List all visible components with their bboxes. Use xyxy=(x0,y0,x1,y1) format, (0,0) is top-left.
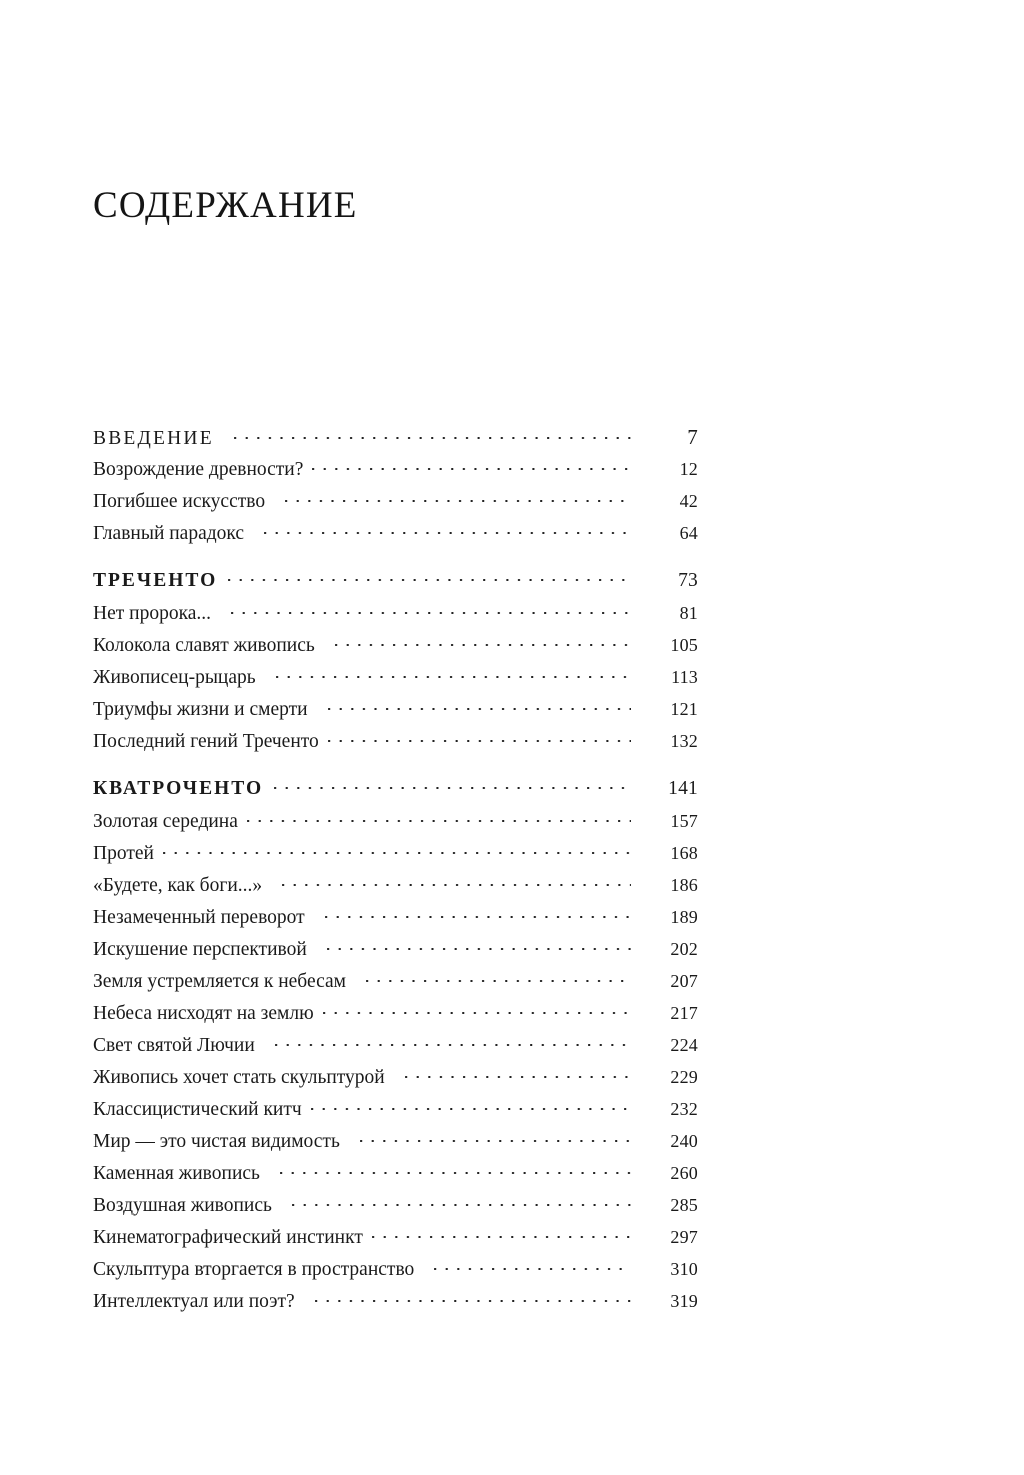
toc-entry[interactable] xyxy=(93,1061,698,1093)
toc-entry[interactable] xyxy=(93,1029,698,1061)
toc-entry-label: КВАТРОЧЕНТО xyxy=(93,778,264,799)
toc-entry[interactable] xyxy=(93,453,698,485)
toc-page-number: 132 xyxy=(670,731,698,751)
toc-entry[interactable] xyxy=(93,597,698,629)
toc-page-number: 113 xyxy=(671,667,698,687)
dot-leader xyxy=(282,872,631,892)
toc-entry-label: Каменная живопись xyxy=(93,1163,260,1184)
toc-section-heading[interactable] xyxy=(93,773,698,805)
dot-leader xyxy=(335,632,631,652)
toc-entry[interactable] xyxy=(93,1125,698,1157)
toc-page-number: 297 xyxy=(670,1227,698,1247)
toc-entry-label: Воздушная живопись xyxy=(93,1195,272,1216)
toc-entry-label: Незамеченный переворот xyxy=(93,907,305,928)
toc-entry-label: Протей xyxy=(93,843,154,864)
toc-page-number: 202 xyxy=(670,939,698,959)
toc-entry[interactable] xyxy=(93,1285,698,1317)
toc-page-number: 285 xyxy=(670,1195,698,1215)
toc-entry[interactable] xyxy=(93,837,698,869)
toc-entry-label: Мир — это чистая видимость xyxy=(93,1131,340,1152)
toc-entry-label: Триумфы жизни и смерти xyxy=(93,699,308,720)
dot-leader xyxy=(312,456,631,476)
dot-leader xyxy=(372,1224,631,1244)
dot-leader xyxy=(366,968,631,988)
toc-page-number: 217 xyxy=(670,1003,698,1023)
toc-entry-label: Классицистический китч xyxy=(93,1099,302,1120)
toc-entry-label: Золотая середина xyxy=(93,811,238,832)
toc-entry-label: Скульптура вторгается в пространство xyxy=(93,1259,415,1280)
toc-page-number: 157 xyxy=(670,811,698,831)
toc-page-number: 105 xyxy=(670,635,698,655)
toc-entry[interactable] xyxy=(93,1189,698,1221)
toc-page-number: 42 xyxy=(679,491,698,511)
dot-leader xyxy=(327,936,631,956)
toc-page-number: 186 xyxy=(670,875,698,895)
toc-entry-label: Возрождение древности? xyxy=(93,459,304,480)
page-title: СОДЕРЖАНИЕ xyxy=(93,184,358,226)
toc-entry-label: Земля устремляется к небесам xyxy=(93,971,346,992)
toc-section-heading[interactable] xyxy=(93,421,698,453)
dot-leader xyxy=(292,1192,631,1212)
toc-entry[interactable] xyxy=(93,901,698,933)
toc-entry[interactable] xyxy=(93,1093,698,1125)
toc-entry[interactable] xyxy=(93,1157,698,1189)
toc-entry-label: Интеллектуал или поэт? xyxy=(93,1291,295,1312)
dot-leader xyxy=(323,1000,631,1020)
toc-entry[interactable] xyxy=(93,629,698,661)
dot-leader xyxy=(163,840,631,860)
toc-entry[interactable] xyxy=(93,661,698,693)
dot-leader xyxy=(311,1096,631,1116)
toc-entry-label: Последний гений Треченто xyxy=(93,731,319,752)
toc-entry-label: Кинематографический инстинкт xyxy=(93,1227,363,1248)
dot-leader xyxy=(285,488,631,508)
toc-page-number: 64 xyxy=(679,523,698,543)
toc-entry[interactable] xyxy=(93,693,698,725)
toc-page-number: 310 xyxy=(670,1259,698,1279)
toc-group-trechento xyxy=(93,565,698,757)
toc-page-number: 81 xyxy=(679,603,698,623)
toc-entry[interactable] xyxy=(93,869,698,901)
dot-leader xyxy=(274,775,631,795)
toc-section-heading[interactable] xyxy=(93,565,698,597)
toc-page-number: 121 xyxy=(670,699,698,719)
toc-group-vvedenie xyxy=(93,421,698,549)
toc-entry-label: ВВЕДЕНИЕ xyxy=(93,428,214,449)
dot-leader xyxy=(228,567,631,587)
dot-leader xyxy=(434,1256,631,1276)
toc-page-number: 224 xyxy=(670,1035,698,1055)
toc-group-kvatrochento xyxy=(93,773,698,1317)
toc-page-number: 12 xyxy=(679,459,698,479)
toc-entry[interactable] xyxy=(93,933,698,965)
toc-entry-label: Искушение перспективой xyxy=(93,939,307,960)
toc-page-number: 141 xyxy=(668,778,698,799)
toc-entry[interactable] xyxy=(93,485,698,517)
toc-page-number: 240 xyxy=(670,1131,698,1151)
toc-entry[interactable] xyxy=(93,805,698,837)
toc-entry[interactable] xyxy=(93,997,698,1029)
dot-leader xyxy=(325,904,631,924)
dot-leader xyxy=(247,808,631,828)
toc-page-number: 7 xyxy=(687,425,698,449)
toc-page-number: 207 xyxy=(670,971,698,991)
dot-leader xyxy=(231,600,631,620)
toc-entry-label: ТРЕЧЕНТО xyxy=(93,570,218,591)
toc-entry[interactable] xyxy=(93,517,698,549)
dot-leader xyxy=(276,664,631,684)
toc-page-number: 168 xyxy=(670,843,698,863)
toc-entry-label: Главный парадокс xyxy=(93,523,245,544)
toc-entry-label: Колокола славят живопись xyxy=(93,635,315,656)
dot-leader xyxy=(234,425,631,445)
toc-entry-label: Живопись хочет стать скульптурой xyxy=(93,1067,385,1088)
toc-page-number: 73 xyxy=(678,570,698,591)
dot-leader xyxy=(405,1064,631,1084)
dot-leader xyxy=(360,1128,631,1148)
toc-entry-label: «Будете, как боги...» xyxy=(93,875,263,896)
dot-leader xyxy=(280,1160,631,1180)
table-of-contents xyxy=(93,421,698,1317)
toc-entry[interactable] xyxy=(93,725,698,757)
toc-page-number: 232 xyxy=(670,1099,698,1119)
toc-entry-label: Погибшее искусство xyxy=(93,491,266,512)
toc-entry-label: Свет святой Лючии xyxy=(93,1035,255,1056)
toc-entry[interactable] xyxy=(93,1221,698,1253)
dot-leader xyxy=(275,1032,631,1052)
toc-page-number: 229 xyxy=(670,1067,698,1087)
dot-leader xyxy=(264,520,631,540)
toc-entry[interactable] xyxy=(93,965,698,997)
toc-page-number: 319 xyxy=(670,1291,698,1311)
dot-leader xyxy=(328,728,631,748)
toc-entry-label: Небеса нисходят на землю xyxy=(93,1003,314,1024)
toc-entry-label: Нет пророка... xyxy=(93,603,212,624)
dot-leader xyxy=(315,1288,631,1308)
toc-entry-label: Живописец-рыцарь xyxy=(93,667,256,688)
dot-leader xyxy=(328,696,631,716)
toc-page-number: 189 xyxy=(670,907,698,927)
toc-entry[interactable] xyxy=(93,1253,698,1285)
toc-page-number: 260 xyxy=(670,1163,698,1183)
